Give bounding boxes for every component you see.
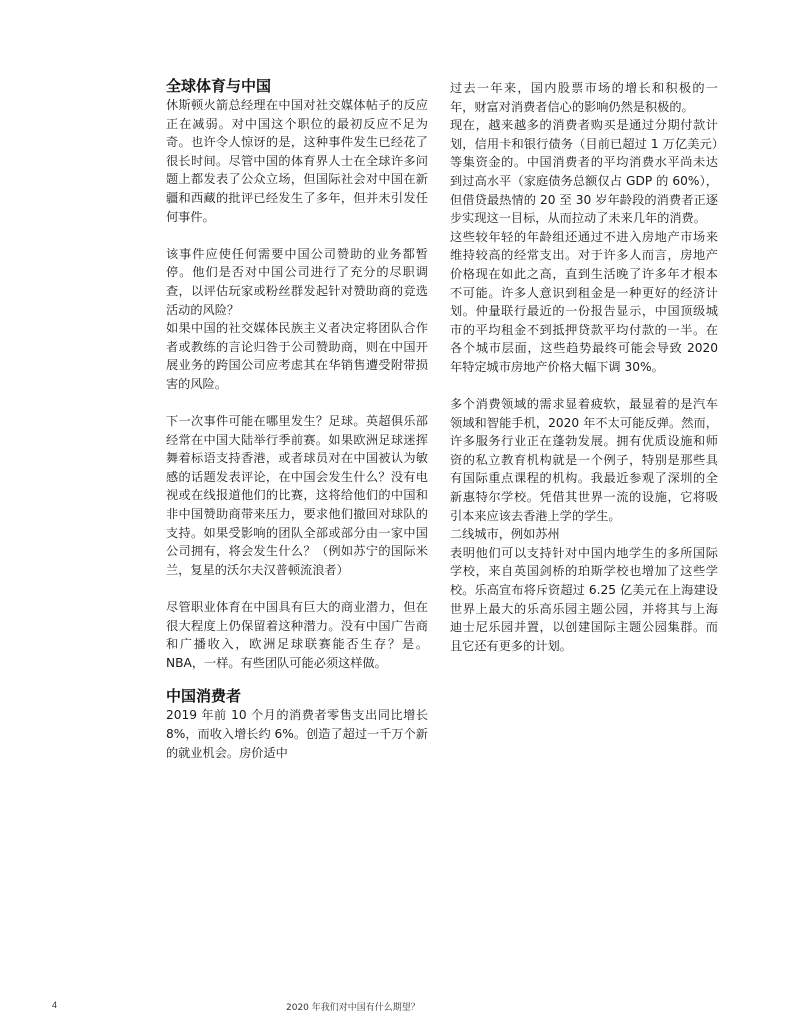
paragraph: 现在，越来越多的消费者购买是通过分期付款计划，信用卡和银行债务（目前已超过 1 万亿美元）等集资金的。中国消费者的平均消费水平尚未达到过高水平（家庭债务总额仅占 GDP 的 60%），但借贷最热情的 20 至 30 岁年龄段的消费者正逐步实现这一目标，从而拉动了未来几年的消费。 (450, 118, 718, 226)
right-column (450, 79, 718, 655)
section-heading-chinese-consumer: 中国消费者 (166, 687, 242, 706)
paragraph: 多个消费领域的需求显着疲软，最显着的是汽车领域和智能手机，2020 年不太可能反弹。然而，许多服务行业正在蓬勃发展。拥有优质设施和师资的私立教育机构就是一个例子，特别是那些具有国际重点课程的机构。我最近参观了深圳的全新惠特尔学校。凭借其世界一流的设施，它将吸引本来应该去香港上学的学生。 (450, 397, 718, 523)
paragraph: 休斯顿火箭总经理在中国对社交媒体帖子的反应正在减弱。对中国这个职位的最初反应不足为奇。也许令人惊讶的是，这种事件发生已经花了很长时间。尽管中国的体育界人士在全球许多问题上都发表了公众立场，但国际社会对中国在新疆和西藏的批评已经发生了多年，但并未引发任何事件。 (166, 98, 428, 224)
paragraph: 2019 年前 10 个月的消费者零售支出同比增长 8%，而收入增长约 6%。创造了超过一千万个新的就业机会。房价适中 (166, 708, 428, 760)
paragraph: 尽管职业体育在中国具有巨大的商业潜力，但在很大程度上仍保留着这种潜力。没有中国广告商和广播收入，欧洲足球联赛能否生存？是。NBA，一样。有些团队可能必须这样做。 (166, 600, 428, 670)
paragraph: 二线城市，例如苏州 (450, 527, 560, 542)
paragraph: 过去一年来，国内股票市场的增长和积极的一年，财富对消费者信心的影响仍然是积极的。 (450, 81, 718, 114)
paragraph: 该事件应使任何需要中国公司赞助的业务都暂停。他们是否对中国公司进行了充分的尽职调查，以评估玩家或粉丝群发起针对赞助商的竞选活动的风险？ (166, 246, 428, 317)
footer-title: 2020 年我们对中国有什么期望？ (286, 1003, 420, 1013)
paragraph: 表明他们可以支持针对中国内地学生的多所国际学校，来自英国剑桥的珀斯学校也增加了这些学校。乐高宣布将斥资超过 6.25 亿美元在上海建设世界上最大的乐高乐园主题公园，并将其与上海迪士尼乐园并置，以创建国际主题公园集群。而且它还有更多的计划。 (450, 545, 718, 653)
section-heading-global-sports: 全球体育与中国 (166, 77, 272, 95)
page-number: 4 (52, 1000, 58, 1010)
paragraph: 下一次事件可能在哪里发生？足球。英超俱乐部经常在中国大陆举行季前赛。如果欧洲足球迷挥舞着标语支持香港，或者球员对在中国被认为敏感的话题发表评论，在中国会发生什么？没有电视或在线报道他们的比赛，这将给他们的中国和非中国赞助商带来压力，要求他们撤回对球队的支持。如果受影响的团队全部或部分由一家中国公司拥有，将会发生什么？（例如苏宁的国际米兰，复星的沃尔夫汉普顿流浪者） (166, 414, 428, 577)
paragraph: 如果中国的社交媒体民族主义者决定将团队合作者或教练的言论归咎于公司赞助商，则在中国开展业务的跨国公司应考虑其在华销售遭受附带损害的风险。 (166, 321, 428, 391)
left-column (166, 76, 428, 762)
paragraph: 这些较年轻的年龄组还通过不进入房地产市场来维持较高的经常支出。对于许多人而言，房地产价格现在如此之高，直到生活晚了许多年才根本不可能。许多人意识到租金是一种更好的经济计划。仲量联行最近的一份报告显示，中国顶级城市的平均租金不到抵押贷款平均付款的一半。在各个城市层面，这些趋势最终可能会导致 2020 年特定城市房地产价格大幅下调 30%。 (450, 229, 718, 374)
